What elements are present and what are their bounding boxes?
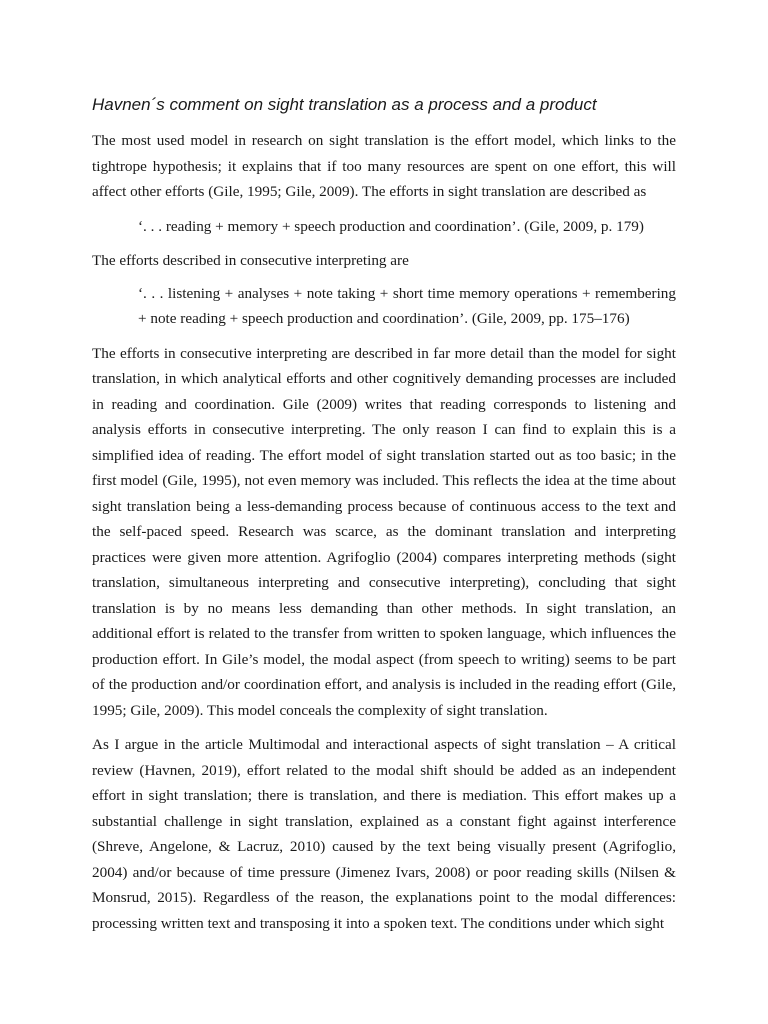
- quote-consecutive-efforts: ‘. . . listening + analyses + note taking + short time memory operations + remembering + note reading + speech production and coordination’. (Gile, 2009, pp. 175–176): [138, 284, 676, 327]
- document-page: [92, 88, 676, 945]
- line-consecutive-efforts: The efforts described in consecutive interpreting are: [92, 252, 409, 269]
- quote-sight-translation-efforts: ‘. . . reading + memory + speech production and coordination’. (Gile, 2009, p. 179): [138, 217, 644, 235]
- paragraph-modal-shift: As I argue in the article Multimodal and interactional aspects of sight translation – A critical review (Havnen, 2019), effort related to the modal shift should be added as an independent effort in sight translation; there is translation, and there is mediation. This effort makes up a substantial challenge in sight translation, explained as a constant fight against interference (Shreve, Angelone, & Lacruz, 2010) caused by the text being visually present (Agrifoglio, 2004) and/or because of time pressure (Jimenez Ivars, 2008) or poor reading skills (Nilsen & Monsrud, 2015). Regardless of the reason, the explanations point to the modal differences: processing written text and transposing it into a spoken text. The conditions under which sight: [92, 736, 676, 932]
- paragraph-effort-model: The most used model in research on sight translation is the effort model, which links to the tightrope hypothesis; it explains that if too many resources are spent on one effort, this will affect other efforts (Gile, 1995; Gile, 2009). The efforts in sight translation are described as: [92, 132, 676, 200]
- section-heading: Havnen´s comment on sight translation as a process and a product: [92, 95, 597, 114]
- paragraph-comparison: The efforts in consecutive interpreting are described in far more detail than the model for sight translation, in which analytical efforts and other cognitively demanding processes are included in reading and coordination. Gile (2009) writes that reading corresponds to listening and analysis efforts in consecutive interpreting. The only reason I can find to explain this is a simplified idea of reading. The effort model of sight translation started out as too basic; in the first model (Gile, 1995), not even memory was included. This reflects the idea at the time about sight translation being a less-demanding process because of continuous access to the text and the self-paced speed. Research was scarce, as the dominant translation and interpreting practices were given more attention. Agrifoglio (2004) compares interpreting methods (sight translation, simultaneous interpreting and consecutive interpreting), concluding that sight translation is by no means less demanding than other methods. In sight translation, an additional effort is related to the transfer from written to spoken language, which influences the production effort. In Gile’s model, the modal aspect (from speech to writing) seems to be part of the production and/or coordination effort, and analysis is included in the reading effort (Gile, 1995; Gile, 2009). This model conceals the complexity of sight translation.: [92, 344, 676, 719]
